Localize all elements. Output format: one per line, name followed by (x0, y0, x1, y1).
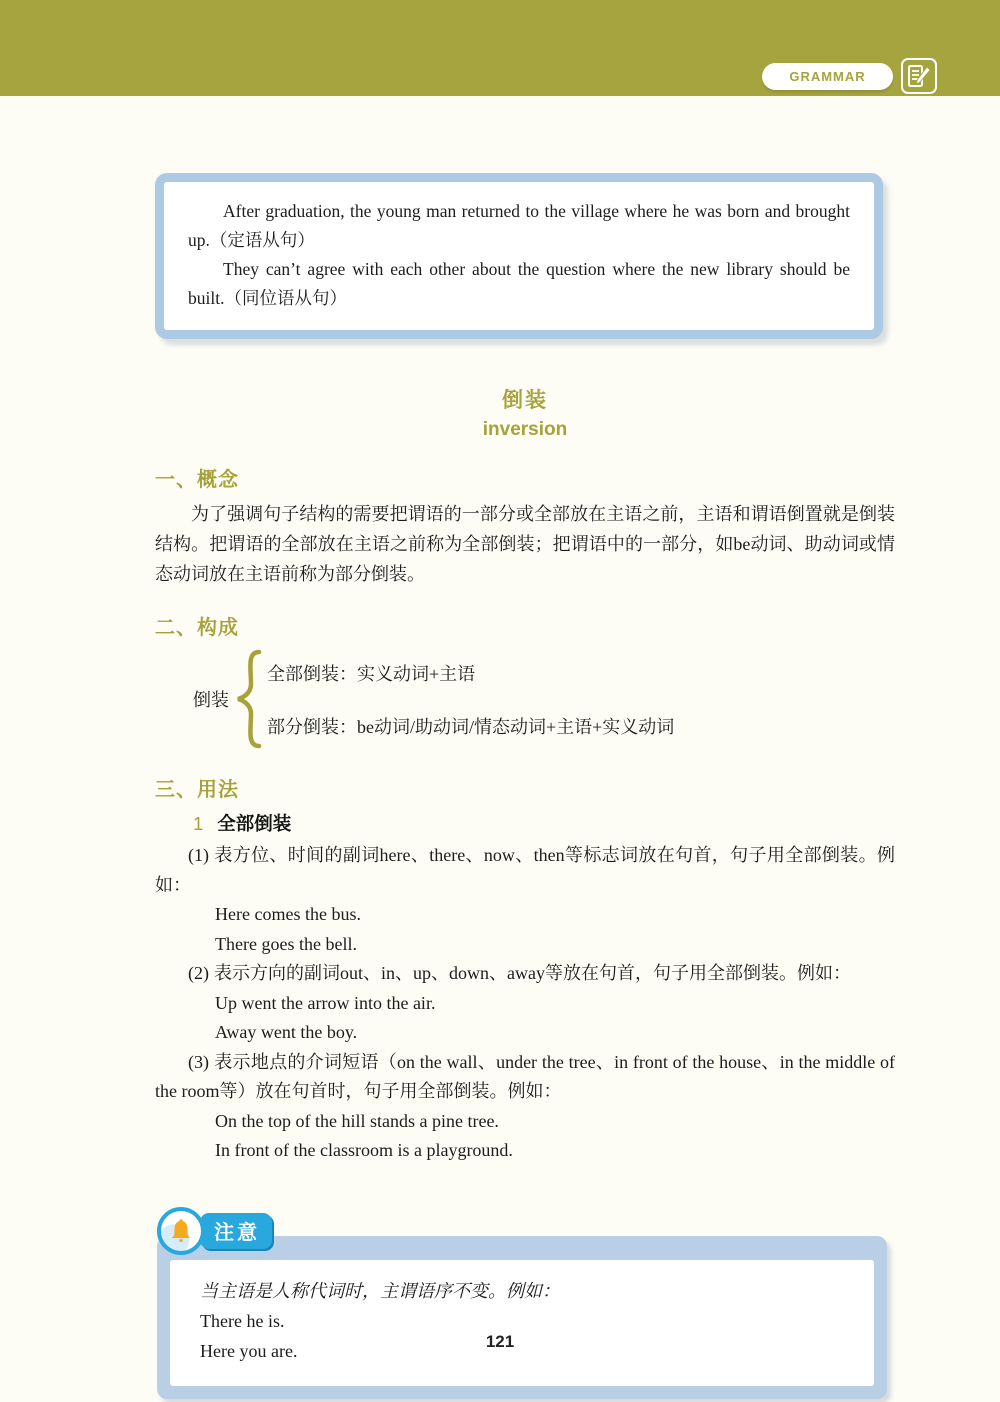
item-text: 表方位、时间的副词here、there、now、then等标志词放在句首，句子用全部倒装。例如： (155, 845, 895, 895)
usage-sub-number: 1 (193, 813, 204, 834)
intro-sentence-2: They can’t agree with each other about the question where the new library should be built.（同位语从句） (188, 259, 850, 308)
item-text: 表示地点的介词短语（on the wall、under the tree、in front of the house、in the middle of the room等）放在句首时，句子用全部倒装。例如： (155, 1051, 895, 1101)
item-marker: (2) (188, 963, 209, 983)
note-example: There he is. (200, 1310, 285, 1331)
concept-paragraph: 为了强调句子结构的需要把谓语的一部分或全部放在主语之前，主语和谓语倒置就是倒装结构。把谓语的全部放在主语之前称为全部倒装；把谓语中的一部分，如be动词、助动词或情态动词放在主语前称为部分倒装。 (155, 504, 895, 584)
inversion-structure-diagram (193, 647, 895, 751)
bell-badge (157, 1207, 205, 1255)
page-number: 121 (485, 1332, 515, 1351)
item-marker: (3) (188, 1051, 209, 1072)
intro-sentence-1: After graduation, the young man returned to the village where he was born and brought up.（定语从句） (188, 201, 850, 250)
example-sentence: In front of the classroom is a playground. (215, 1140, 513, 1160)
diagram-branch-full: 全部倒装：实义动词+主语 (267, 663, 476, 684)
note-text: 当主语是人称代词时，主谓语序不变。例如： (200, 1280, 560, 1301)
example-sentence: Up went the arrow into the air. (215, 992, 436, 1013)
usage-item-3 (155, 1048, 895, 1107)
note-example: Here you are. (200, 1340, 298, 1361)
grammar-badge (762, 63, 893, 90)
example-sentence: On the top of the hill stands a pine tree. (215, 1110, 499, 1131)
grammar-badge-label: GRAMMAR (789, 69, 866, 84)
example-sentence: There goes the bell. (215, 933, 357, 954)
note-box-inner (170, 1260, 874, 1386)
notebook-pencil-glyph (906, 63, 932, 89)
note-tag: 注意 (200, 1213, 272, 1249)
usage-item-1 (155, 841, 895, 900)
example-sentence: Away went the boy. (215, 1022, 358, 1042)
note-section (157, 1206, 887, 1399)
page-title-en: inversion (482, 419, 568, 440)
page-title-zh: 倒装 (502, 389, 548, 412)
item-marker: (1) (188, 845, 209, 865)
notebook-pencil-icon (901, 58, 937, 94)
item-text: 表示方向的副词out、in、up、down、away等放在句首，句子用全部倒装。例如： (214, 963, 851, 983)
bell-icon (167, 1217, 195, 1245)
usage-subheading (193, 810, 895, 836)
diagram-root-label: 倒装 (193, 690, 229, 710)
header-band (0, 0, 1000, 96)
intro-example-box (155, 173, 883, 339)
usage-item-2 (155, 959, 895, 989)
section-heading-concept: 一、概念 (155, 469, 239, 491)
section-heading-usage: 三、用法 (155, 779, 239, 801)
note-box (157, 1236, 887, 1399)
diagram-branch-partial: 部分倒装：be动词/助动词/情态动词+主语+实义动词 (267, 716, 675, 737)
section-heading-structure: 二、构成 (155, 617, 239, 639)
example-sentence: Here comes the bus. (215, 904, 361, 924)
brace-icon (231, 647, 263, 751)
diagram-branches (267, 660, 674, 739)
usage-sub-title: 全部倒装 (217, 813, 292, 834)
note-callout (157, 1206, 887, 1256)
content-column (155, 384, 895, 1166)
